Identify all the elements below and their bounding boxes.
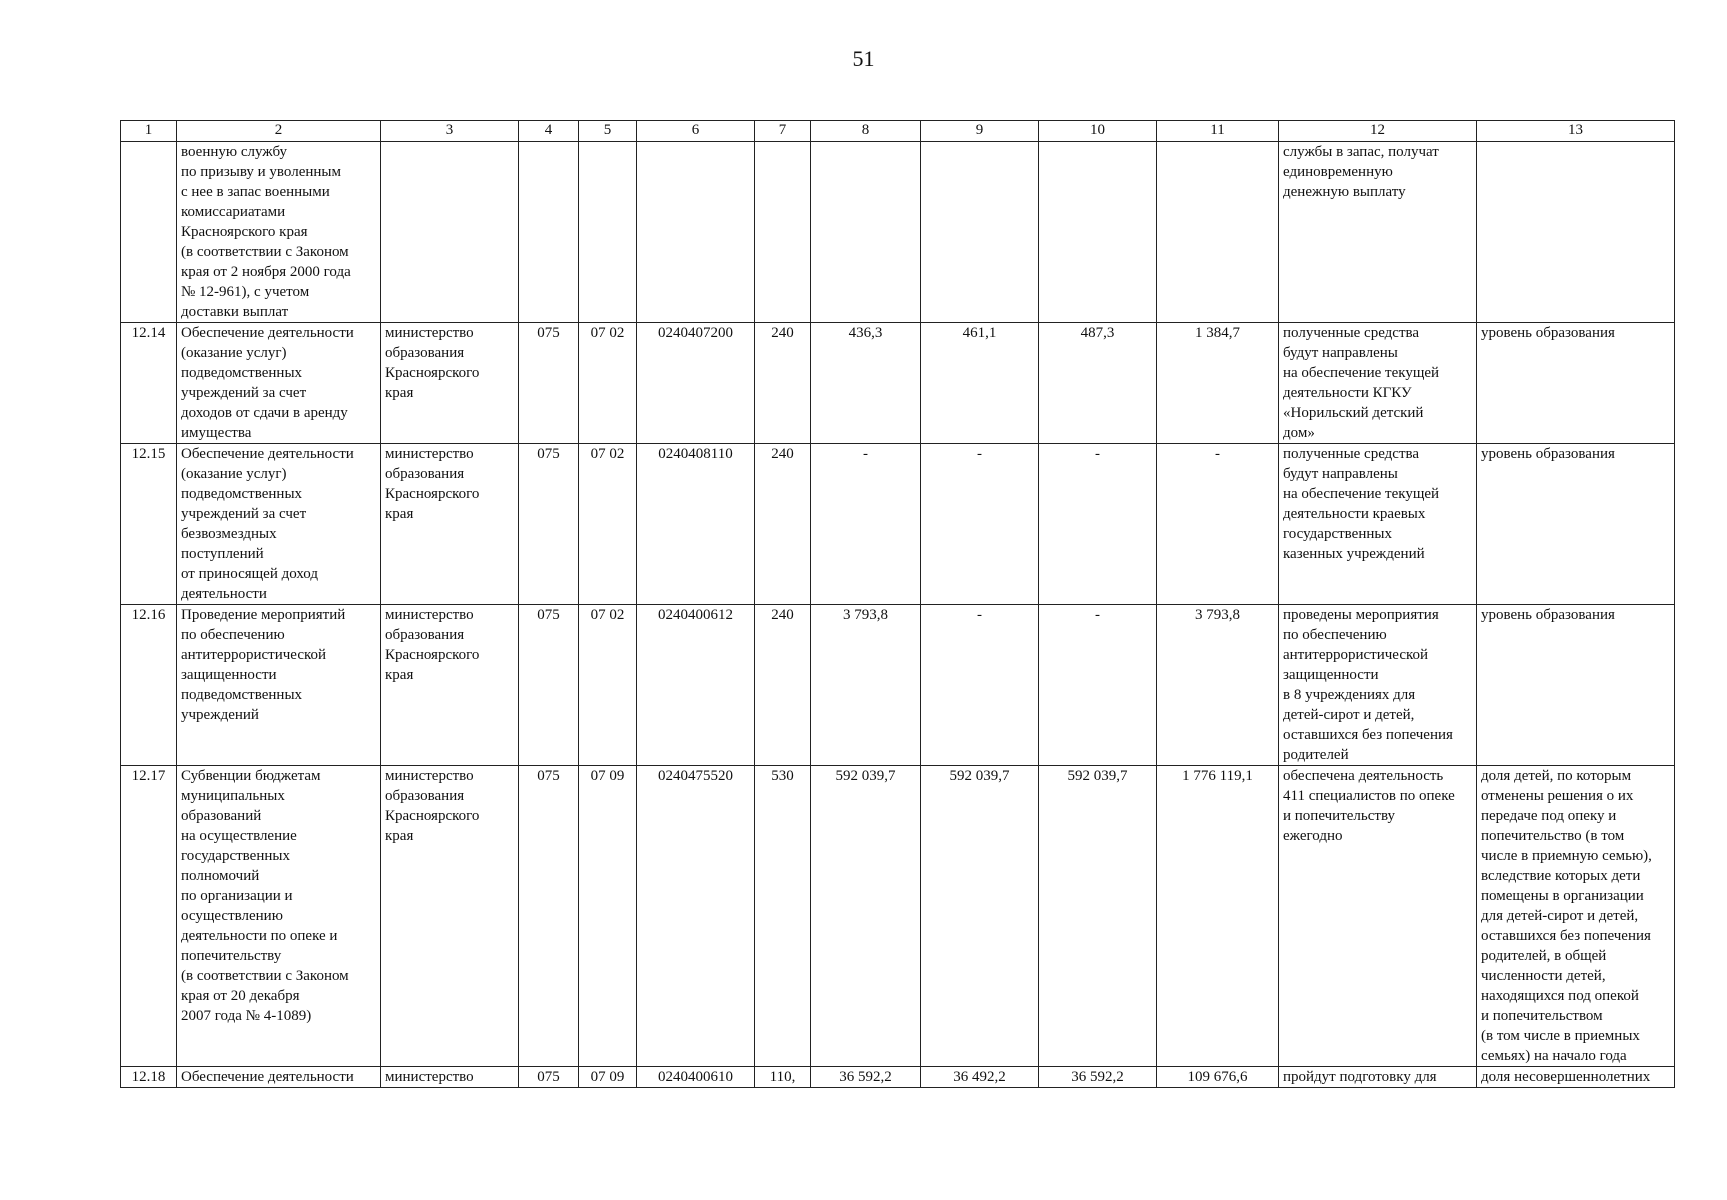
amount-year3-cell: - xyxy=(1039,444,1157,605)
target-article-code-cell: 0240408110 xyxy=(637,444,755,605)
amount-year3-cell: 487,3 xyxy=(1039,323,1157,444)
grbs-code-cell xyxy=(519,142,579,323)
grbs-code-cell: 075 xyxy=(519,444,579,605)
section-code-cell: 07 09 xyxy=(579,1067,637,1088)
column-number-header: 11 xyxy=(1157,121,1279,142)
measure-name-cell: Обеспечение деятельности xyxy=(177,1067,381,1088)
column-number-header: 4 xyxy=(519,121,579,142)
item-number-cell: 12.14 xyxy=(121,323,177,444)
target-article-code-cell xyxy=(637,142,755,323)
table-row xyxy=(121,444,1675,605)
table-row xyxy=(121,142,1675,323)
item-number-cell: 12.18 xyxy=(121,1067,177,1088)
column-number-header: 9 xyxy=(921,121,1039,142)
amount-year2-cell: 36 492,2 xyxy=(921,1067,1039,1088)
item-number-cell: 12.15 xyxy=(121,444,177,605)
expense-type-code-cell: 530 xyxy=(755,766,811,1067)
amount-year1-cell: 3 793,8 xyxy=(811,605,921,766)
responsible-executor-cell: министерство xyxy=(381,1067,519,1088)
grbs-code-cell: 075 xyxy=(519,605,579,766)
expense-type-code-cell: 110, xyxy=(755,1067,811,1088)
expected-result-cell: службы в запас, получат единовременную денежную выплату xyxy=(1279,142,1477,323)
column-number-header: 2 xyxy=(177,121,381,142)
measure-name-cell: Проведение мероприятий по обеспечению антитеррористической защищенности подведомственных учреждений xyxy=(177,605,381,766)
amount-year2-cell xyxy=(921,142,1039,323)
responsible-executor-cell xyxy=(381,142,519,323)
indicator-cell: уровень образования xyxy=(1477,605,1675,766)
amount-year2-cell: - xyxy=(921,605,1039,766)
responsible-executor-cell: министерство образования Красноярского края xyxy=(381,444,519,605)
target-article-code-cell: 0240475520 xyxy=(637,766,755,1067)
amount-total-cell: 109 676,6 xyxy=(1157,1067,1279,1088)
table-row xyxy=(121,1067,1675,1088)
amount-year2-cell: 461,1 xyxy=(921,323,1039,444)
section-code-cell: 07 02 xyxy=(579,444,637,605)
responsible-executor-cell: министерство образования Красноярского края xyxy=(381,605,519,766)
amount-total-cell: 3 793,8 xyxy=(1157,605,1279,766)
measure-name-cell: военную службу по призыву и уволенным с нее в запас военными комиссариатами Красноярского края (в соответствии с Законом края от 2 ноября 2000 года № 12-961), с учетом доставки выплат xyxy=(177,142,381,323)
amount-total-cell: - xyxy=(1157,444,1279,605)
section-code-cell: 07 09 xyxy=(579,766,637,1067)
amount-year2-cell: 592 039,7 xyxy=(921,766,1039,1067)
table-row xyxy=(121,605,1675,766)
table-row xyxy=(121,766,1675,1067)
column-number-header: 7 xyxy=(755,121,811,142)
column-number-header: 1 xyxy=(121,121,177,142)
item-number-cell: 12.16 xyxy=(121,605,177,766)
column-number-header: 10 xyxy=(1039,121,1157,142)
program-measures-table xyxy=(120,120,1675,1088)
target-article-code-cell: 0240407200 xyxy=(637,323,755,444)
column-number-header: 5 xyxy=(579,121,637,142)
amount-year1-cell: 592 039,7 xyxy=(811,766,921,1067)
target-article-code-cell: 0240400612 xyxy=(637,605,755,766)
amount-total-cell xyxy=(1157,142,1279,323)
amount-year1-cell: 436,3 xyxy=(811,323,921,444)
table-body xyxy=(121,121,1675,1088)
amount-year1-cell: - xyxy=(811,444,921,605)
expected-result-cell: обеспечена деятельность 411 специалистов по опеке и попечительству ежегодно xyxy=(1279,766,1477,1067)
expected-result-cell: полученные средства будут направлены на обеспечение текущей деятельности краевых государственных казенных учреждений xyxy=(1279,444,1477,605)
expense-type-code-cell: 240 xyxy=(755,323,811,444)
amount-year3-cell xyxy=(1039,142,1157,323)
expected-result-cell: полученные средства будут направлены на обеспечение текущей деятельности КГКУ «Норильский детский дом» xyxy=(1279,323,1477,444)
indicator-cell: уровень образования xyxy=(1477,323,1675,444)
grbs-code-cell: 075 xyxy=(519,1067,579,1088)
column-number-header: 12 xyxy=(1279,121,1477,142)
target-article-code-cell: 0240400610 xyxy=(637,1067,755,1088)
amount-year3-cell: - xyxy=(1039,605,1157,766)
grbs-code-cell: 075 xyxy=(519,766,579,1067)
section-code-cell xyxy=(579,142,637,323)
column-number-header: 3 xyxy=(381,121,519,142)
indicator-cell: уровень образования xyxy=(1477,444,1675,605)
column-number-header: 6 xyxy=(637,121,755,142)
expense-type-code-cell xyxy=(755,142,811,323)
amount-year3-cell: 592 039,7 xyxy=(1039,766,1157,1067)
header-row xyxy=(121,121,1675,142)
item-number-cell: 12.17 xyxy=(121,766,177,1067)
amount-year1-cell xyxy=(811,142,921,323)
section-code-cell: 07 02 xyxy=(579,605,637,766)
section-code-cell: 07 02 xyxy=(579,323,637,444)
amount-year1-cell: 36 592,2 xyxy=(811,1067,921,1088)
responsible-executor-cell: министерство образования Красноярского края xyxy=(381,323,519,444)
item-number-cell xyxy=(121,142,177,323)
grbs-code-cell: 075 xyxy=(519,323,579,444)
table-row xyxy=(121,323,1675,444)
amount-total-cell: 1 776 119,1 xyxy=(1157,766,1279,1067)
amount-year2-cell: - xyxy=(921,444,1039,605)
indicator-cell xyxy=(1477,142,1675,323)
expense-type-code-cell: 240 xyxy=(755,605,811,766)
column-number-header: 8 xyxy=(811,121,921,142)
indicator-cell: доля несовершеннолетних xyxy=(1477,1067,1675,1088)
page-number: 51 xyxy=(852,46,875,71)
column-number-header: 13 xyxy=(1477,121,1675,142)
expense-type-code-cell: 240 xyxy=(755,444,811,605)
expected-result-cell: проведены мероприятия по обеспечению антитеррористической защищенности в 8 учреждениях для детей-сирот и детей, оставшихся без попечения родителей xyxy=(1279,605,1477,766)
indicator-cell: доля детей, по которым отменены решения о их передаче под опеку и попечительство (в том числе в приемную семью), вследствие которых дети помещены в организации для детей-сирот и детей, оставшихся без попечения родителей, в общей численности детей, находящихся под опекой и попечительством (в том числе в приемных семьях) на начало года xyxy=(1477,766,1675,1067)
amount-total-cell: 1 384,7 xyxy=(1157,323,1279,444)
responsible-executor-cell: министерство образования Красноярского края xyxy=(381,766,519,1067)
measure-name-cell: Обеспечение деятельности (оказание услуг) подведомственных учреждений за счет безвозмездных поступлений от приносящей доход деятельности xyxy=(177,444,381,605)
amount-year3-cell: 36 592,2 xyxy=(1039,1067,1157,1088)
measure-name-cell: Субвенции бюджетам муниципальных образований на осуществление государственных полномочий по организации и осуществлению деятельности по опеке и попечительству (в соответствии с Законом края от 20 декабря 2007 года № 4-1089) xyxy=(177,766,381,1067)
expected-result-cell: пройдут подготовку для xyxy=(1279,1067,1477,1088)
measure-name-cell: Обеспечение деятельности (оказание услуг) подведомственных учреждений за счет доходов от сдачи в аренду имущества xyxy=(177,323,381,444)
